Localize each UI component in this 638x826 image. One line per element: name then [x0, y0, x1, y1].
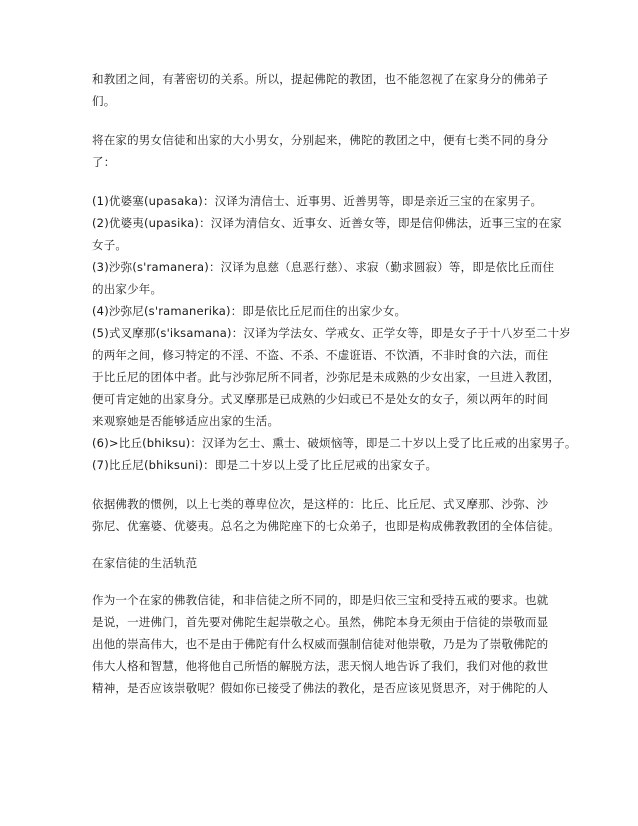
list-item: 女子。: [92, 238, 128, 252]
list-item: (2)优婆夷(upasika)：汉译为清信女、近事女、近善女等，即是信仰佛法，近事三宝的在家: [92, 216, 562, 230]
text-line: 作为一个在家的佛教信徒，和非信徒之所不同的，即是归依三宝和受持五戒的要求。也就: [92, 593, 549, 607]
list-item: (3)沙弥(s'ramanera)：汉译为息慈（息恶行慈）、求寂（勤求圆寂）等，即是依比丘而住: [92, 260, 555, 274]
list-item: (5)式叉摩那(s'iksamana)：汉译为学法女、学戒女、正学女等，即是女子于十八岁至二十岁: [92, 326, 571, 340]
text-line: 们。: [92, 94, 116, 108]
text-line: 出他的崇高伟大，也不是由于佛陀有什么权威而强制信徒对他崇敬，乃是为了崇敬佛陀的: [92, 637, 549, 651]
list-item: (4)沙弥尼(s'ramanerika)：即是依比丘尼而住的出家少女。: [92, 304, 407, 318]
list-item: (6)>比丘(bhiksu)：汉译为乞士、熏士、破烦恼等，即是二十岁以上受了比丘戒的出家男子。: [92, 436, 577, 450]
text-line: 将在家的男女信徒和出家的大小男女，分别起来，佛陀的教团之中，便有七类不同的身分: [92, 133, 549, 147]
paragraph-seven-classes: [92, 129, 550, 173]
paragraph-class-list: [92, 190, 577, 476]
text-line: 是说，一进佛门，首先要对佛陀生起崇敬之心。虽然，佛陀本身无须由于信徒的崇敬而显: [92, 615, 549, 629]
paragraph-lay-rules: [92, 589, 550, 699]
paragraph-intro: [92, 68, 550, 112]
list-item: 的两年之间，修习特定的不淫、不盗、不杀、不虚诳语、不饮酒，不非时食的六法，而住: [92, 348, 549, 362]
list-item: (7)比丘尼(bhiksuni)：即是二十岁以上受了比丘尼戒的出家女子。: [92, 458, 438, 472]
section-heading: [92, 552, 550, 574]
text-line: 依据佛教的惯例，以上七类的尊卑位次，是这样的：比丘、比丘尼、式叉摩那、沙弥、沙: [92, 497, 549, 511]
text-line: 弥尼、优塞婆、优婆夷。总名之为佛陀座下的七众弟子，也即是构成佛教教团的全体信徒。: [92, 519, 560, 533]
heading-text: 在家信徒的生活轨范: [92, 556, 198, 570]
text-line: 伟大人格和智慧，他将他自己所悟的解脱方法，悲天悯人地告诉了我们，我们对他的救世: [92, 659, 549, 673]
paragraph-ranking: [92, 493, 560, 537]
text-line: 精神，是否应该崇敬呢？假如你已接受了佛法的教化，是否应该见贤思齐，对于佛陀的人: [92, 681, 549, 695]
list-item: 于比丘尼的团体中者。此与沙弥尼所不同者，沙弥尼是未成熟的少女出家，一旦进入教团，: [92, 370, 560, 384]
text-line: 了：: [92, 155, 116, 169]
list-item: 便可肯定她的出家身分。式叉摩那是已成熟的少妇或已不是处女的女子，须以两年的时间: [92, 392, 549, 406]
list-item: 来观察她是否能够适应出家的生活。: [92, 414, 280, 428]
text-line: 和教团之间，有著密切的关系。所以，提起佛陀的教团，也不能忽视了在家身分的佛弟子: [92, 72, 549, 86]
list-item: (1)优婆塞(upasaka)：汉译为清信士、近事男、近善男等，即是亲近三宝的在家男子。: [92, 194, 543, 208]
list-item: 的出家少年。: [92, 282, 163, 296]
